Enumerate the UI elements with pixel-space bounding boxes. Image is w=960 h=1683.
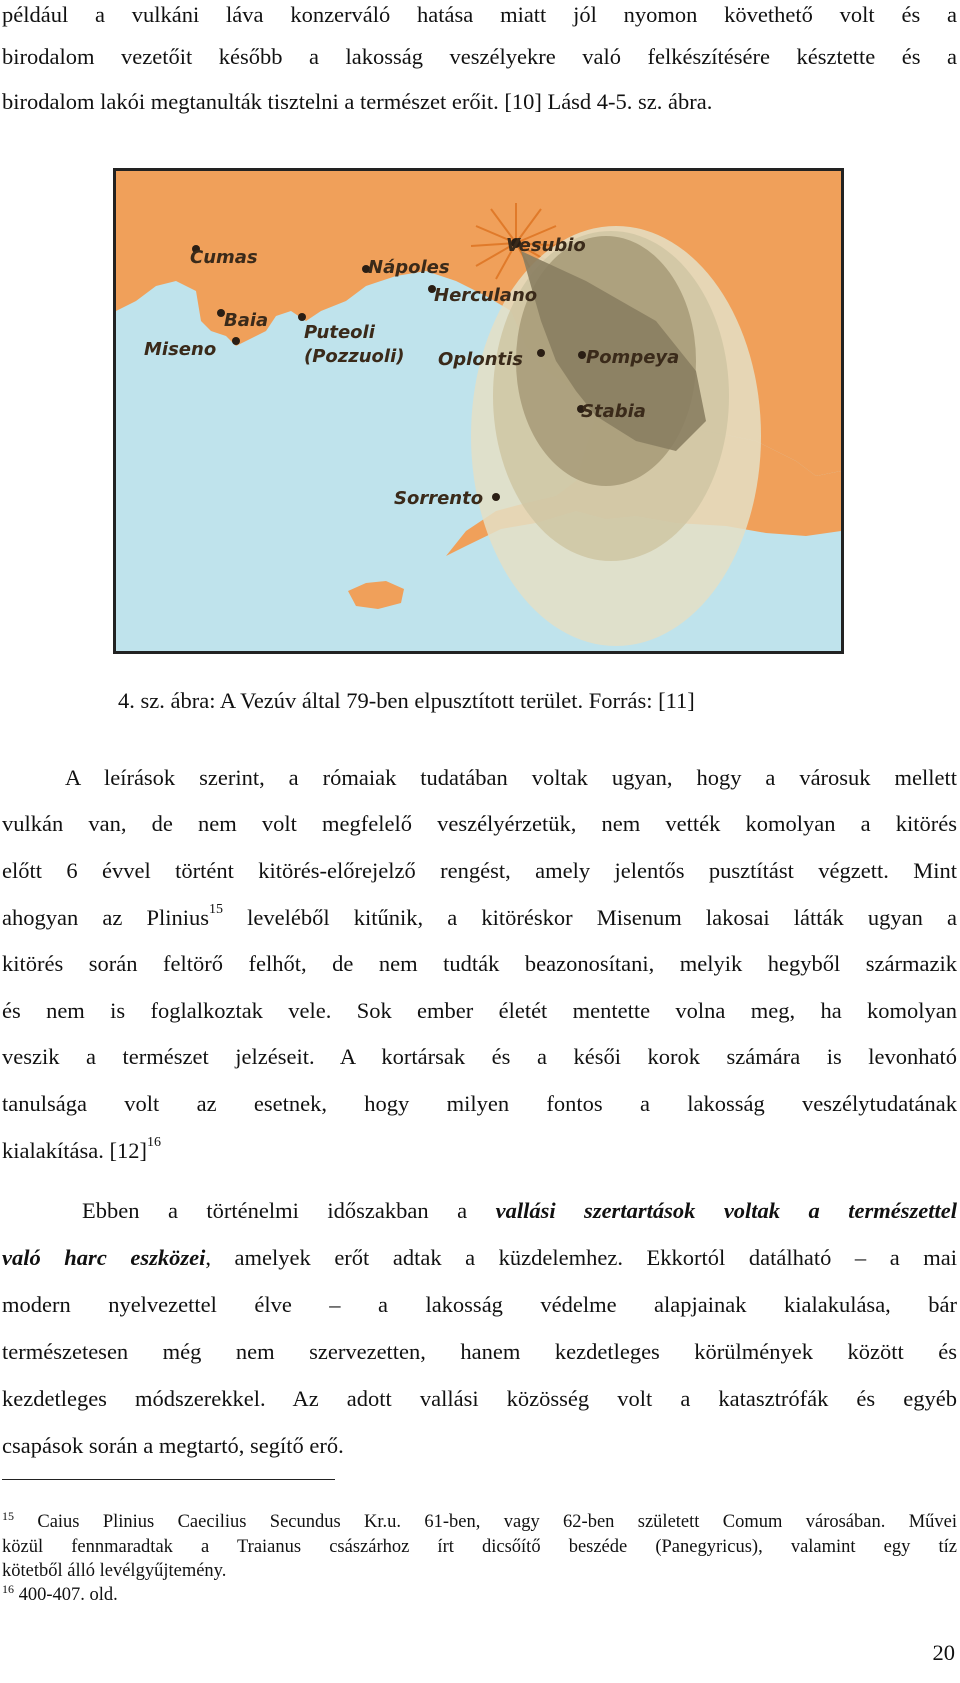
body-text-line: vulkán van, de nem volt megfelelő veszélyérzetük, nem vették komolyan a kitörés	[2, 811, 957, 836]
footnote-ref-16[interactable]: 16	[146, 1135, 161, 1150]
text-span: leveléből kitűnik, a kitöréskor Misenum lakosai látták ugyan a	[223, 905, 957, 930]
footnote-16	[2, 1584, 957, 1606]
body-text-line: például a vulkáni láva konzerváló hatása miatt jól nyomon követhető volt és a	[2, 2, 957, 27]
body-text-line: kezdetleges módszerekkel. Az adott vallási közösség volt a katasztrófák és egyéb	[2, 1386, 957, 1411]
footnote-text: 400-407. old.	[14, 1585, 118, 1605]
label-cumas: Cumas	[190, 247, 258, 268]
label-sorrento: Sorrento	[394, 488, 484, 509]
body-text-line: birodalom vezetőit később a lakosság veszélyekre való felkészítésére késztette és a	[2, 44, 957, 69]
label-pompeya: Pompeya	[586, 347, 680, 368]
footnote-text: Caius Plinius Caecilius Secundus Kr.u. 61-ben, vagy 62-ben született Comum városában. Művei	[14, 1512, 957, 1532]
body-text-line: kitörés során feltörő felhőt, de nem tudták beazonosítani, melyik hegyből származik	[2, 951, 957, 976]
emphasis-text: vallási szertartások voltak a természettel	[495, 1198, 957, 1223]
vesuvius-map-figure	[113, 168, 844, 654]
label-stabia: Stabia	[581, 401, 646, 422]
label-baia: Baia	[224, 310, 269, 331]
body-text-line: veszik a természet jelzéseit. A kortársak és a késői korok számára is levonható	[2, 1044, 957, 1069]
text-span: kialakítása. [12]	[2, 1138, 147, 1163]
label-miseno: Miseno	[144, 339, 217, 360]
body-text-line: csapások során a megtartó, segítő erő.	[2, 1433, 344, 1458]
label-oplontis: Oplontis	[438, 349, 524, 370]
body-text-line: birodalom lakói megtanulták tisztelni a természet erőit. [10] Lásd 4-5. sz. ábra.	[2, 89, 713, 114]
body-text-line: természetesen még nem szervezetten, hanem kezdetleges körülmények között és	[2, 1339, 957, 1364]
footnote-ref-15[interactable]: 15	[209, 902, 223, 917]
label-puteoli: Puteoli	[304, 322, 375, 343]
label-vesubio: Vesubio	[506, 235, 586, 256]
body-text-line: modern nyelvezettel élve – a lakosság védelme alapjainak kialakulása, bár	[2, 1292, 957, 1317]
body-text-line	[2, 1243, 957, 1273]
emphasis-text: való harc eszközei	[2, 1245, 206, 1270]
text-span: , amelyek erőt adtak a küzdelemhez. Ekkortól datálható – a mai	[205, 1245, 957, 1270]
footnote-number: 15	[2, 1509, 14, 1523]
body-text-line	[2, 903, 957, 933]
text-span: Ebben a történelmi időszakban a	[82, 1198, 496, 1223]
footnote-line: közül fennmaradtak a Traianus császárhoz írt dicsőítő beszéde (Panegyricus), valamint egy tíz	[2, 1537, 957, 1557]
page-number: 20	[932, 1640, 955, 1665]
body-text-line: tanulsága volt az esetnek, hogy milyen fontos a lakosság veszélytudatának	[2, 1091, 957, 1116]
body-text-line: A leírások szerint, a rómaiak tudatában voltak ugyan, hogy a városuk mellett	[65, 765, 957, 790]
footnote-line: kötetből álló levélgyűjtemény.	[2, 1561, 227, 1581]
text-span: ahogyan az Plinius	[2, 905, 209, 930]
body-text-line: és nem is foglalkoztak vele. Sok ember életét mentette volna meg, ha komolyan	[2, 998, 957, 1023]
footnote-separator	[2, 1479, 335, 1480]
footnote-15	[2, 1511, 957, 1533]
footnote-number: 16	[2, 1582, 14, 1596]
body-text-line	[2, 1136, 957, 1166]
figure-caption: 4. sz. ábra: A Vezúv által 79-ben elpusztított terület. Forrás: [11]	[118, 688, 695, 713]
label-napoles: Nápoles	[368, 257, 450, 278]
body-text-line	[82, 1196, 957, 1226]
body-text-line: előtt 6 évvel történt kitörés-előrejelző rengést, amely jelentős pusztítást végzett. Mint	[2, 858, 957, 883]
label-herculano: Herculano	[434, 285, 538, 306]
label-pozzuoli: (Pozzuoli)	[304, 346, 405, 367]
